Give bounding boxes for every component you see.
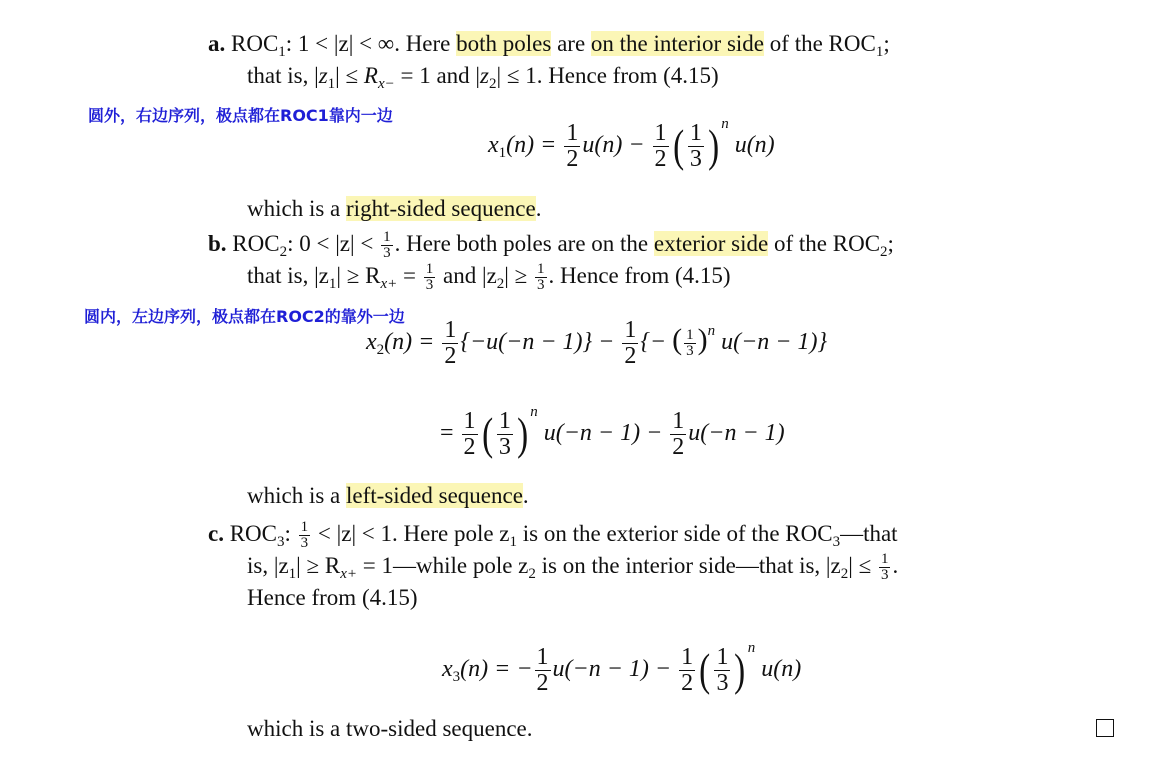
fraction: $\frac{1}{2}$	[536, 643, 549, 696]
fraction: $\frac{1}{3}$	[300, 519, 309, 551]
part-c-conclusion: which is a two-sided sequence.	[247, 716, 533, 741]
part-b-line-1: b. $ROC_2$: 0 < |z| < $\frac{1}{3}$ . Here both poles are on the exterior side of the $ROC_2$;	[208, 229, 894, 261]
fraction: $\frac{1}{2}$	[566, 119, 579, 172]
fraction: $\frac{1}{2}$	[463, 407, 476, 460]
highlight-interior-side: on the interior side	[590, 31, 765, 56]
equation-x1: $x_1(n)$ = $\frac{1}{2}$ u(n) − $\frac{1}{2}$ ( $\frac{1}{3}$ ) $^n$ u(n)	[488, 116, 775, 172]
fraction: $\frac{1}{3}$	[686, 327, 694, 360]
annotation-note-a: 圆外，右边序列，极点都在ROC1靠内一边	[88, 106, 393, 125]
part-b-conclusion: which is a left-sided sequence.	[247, 483, 529, 508]
part-a-conclusion: which is a right-sided sequence.	[247, 196, 542, 221]
annotation-note-b: 圆内，左边序列，极点都在ROC2的靠外一边	[84, 307, 405, 326]
equation-x2-line-1: $x_2(n)$ = $\frac{1}{2}$ {−u(−n − 1)} − $\frac{1}{2}$ {− ( $\frac{1}{3}$ )$^n$ u(−n − 1)}	[366, 317, 828, 370]
part-c-label: c.	[208, 520, 224, 546]
fraction: $\frac{1}{2}$	[681, 643, 694, 696]
fraction: $\frac{1}{2}$	[672, 407, 685, 460]
fraction: $\frac{1}{3}$	[880, 551, 889, 583]
fraction: $\frac{1}{3}$	[425, 261, 434, 293]
part-b-line-2: that is, $|z_1| \ge R_{x+}$ = $\frac{1}{3}$ and $|z_2|$ ≥ $\frac{1}{3}$ . Hence from (4.15)	[247, 261, 731, 293]
part-c-line-1: c. $ROC_3$: $\frac{1}{3}$ < |z| < 1. Here pole $z_1$ is on the exterior side of the $ROC_3—that$	[208, 519, 898, 551]
part-c-line-3: Hence from (4.15)	[247, 585, 418, 610]
part-c-line-2: is, $|z_1| \ge R_{x+}$ = 1—while pole $z_2$ is on the interior side—that is, $|z_2|$ ≤ $\frac{1}{3}$ .	[247, 551, 899, 583]
highlight-both-poles: both poles	[456, 31, 552, 56]
qed-square-icon	[1096, 719, 1114, 737]
highlight-exterior-side: exterior side	[653, 230, 769, 256]
fraction: $\frac{1}{2}$	[654, 119, 667, 172]
part-a-label: a.	[208, 31, 226, 56]
fraction: $\frac{1}{3}$	[498, 407, 511, 460]
fraction: $\frac{1}{3}$	[537, 261, 545, 293]
part-b-label: b.	[208, 230, 227, 256]
equation-x2-line-2: = $\frac{1}{2}$ ( $\frac{1}{3}$ ) $^n$ u(−n − 1) − $\frac{1}{2}$ u(−n − 1)	[440, 404, 785, 460]
fraction: $\frac{1}{3}$	[383, 229, 391, 261]
part-a-line-1: a. $ROC_1$: 1 < |z| < ∞. Here both poles are on the interior side of the $ROC_1$;	[208, 31, 890, 60]
fraction: $\frac{1}{2}$	[624, 317, 637, 370]
highlight-left-sided: left-sided sequence	[346, 483, 523, 508]
fraction: $\frac{1}{3}$	[716, 643, 729, 696]
fraction: $\frac{1}{3}$	[689, 119, 702, 172]
fraction: $\frac{1}{2}$	[444, 317, 457, 370]
equation-x3: $x_3(n)$ = − $\frac{1}{2}$ u(−n − 1) − $\frac{1}{2}$ ( $\frac{1}{3}$ ) $^n$ u(n)	[442, 640, 802, 696]
part-a-line-2: that is, $|z_1| \le R_{x-} = 1$ and $|z_2| \le 1$. Hence from (4.15)	[247, 63, 719, 92]
highlight-right-sided: right-sided sequence	[346, 196, 536, 221]
